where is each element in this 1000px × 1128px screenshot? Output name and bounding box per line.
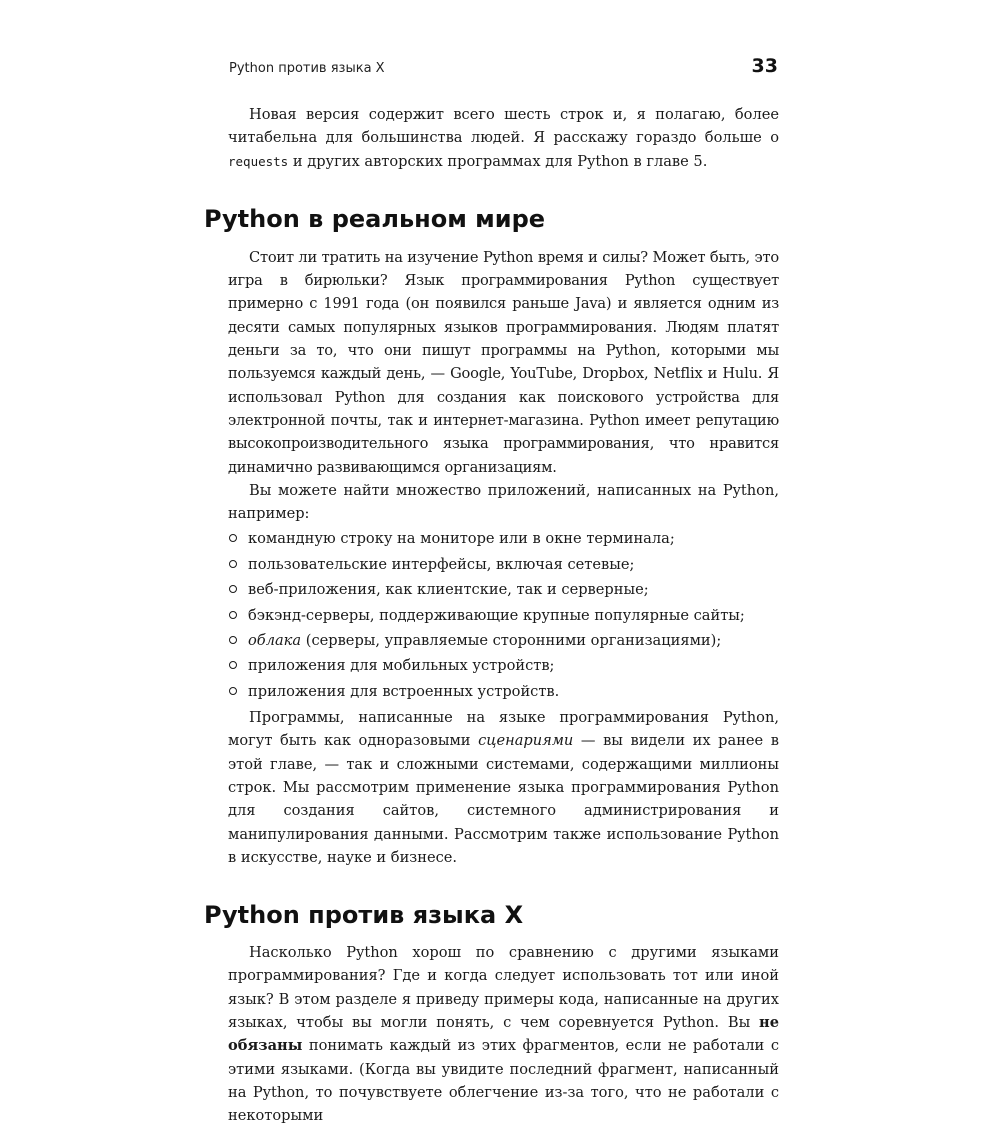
hollow-bullet-icon: [229, 661, 237, 669]
section2-paragraph-1: Насколько Python хорош по сравнению с другими языками программирования? Где и когда следует использовать тот или иной язык? В этом разделе я приведу примеры кода, написанные на других языках, чтобы вы могли понять, с чем соревнуется Python. Вы не обязаны понимать каждый из этих фрагментов, если не работали с этими языками. (Когда вы увидите последний фрагмент, написанный на Python, то почувствуете облегчение из-за того, что не работали с некоторыми: [228, 944, 779, 1125]
bold-not-required: не обязаны: [228, 1014, 779, 1055]
section-heading-real-world: Python в реальном мире: [204, 204, 546, 233]
hollow-bullet-icon: [229, 585, 237, 593]
list-item: пользовательские интерфейсы, включая сетевые;: [228, 553, 779, 576]
emphasis-scripts: сценариями: [478, 732, 574, 750]
list-item: приложения для мобильных устройств;: [228, 654, 779, 677]
hollow-bullet-icon: [229, 636, 237, 644]
hollow-bullet-icon: [229, 560, 237, 568]
inline-code-requests: requests: [228, 153, 289, 169]
list-item: бэкэнд-серверы, поддерживающие крупные популярные сайты;: [228, 604, 779, 627]
section-heading-python-vs-x: Python против языка X: [204, 901, 524, 930]
running-header-title: Python против языка X: [229, 61, 385, 76]
intro-paragraph: Новая версия содержит всего шесть строк и, я полагаю, более читабельна для большинства людей. Я расскажу гораздо больше о requests и других авторских программах для Python в главе 5.: [228, 106, 779, 170]
hollow-bullet-icon: [229, 611, 237, 619]
list-item: облака (серверы, управляемые сторонними организациями);: [228, 629, 779, 652]
hollow-bullet-icon: [229, 687, 237, 695]
hollow-bullet-icon: [229, 534, 237, 542]
page-body: [204, 103, 779, 1128]
applications-list: [228, 527, 779, 703]
list-item: приложения для встроенных устройств.: [228, 680, 779, 703]
section1-paragraph-3: Программы, написанные на языке программирования Python, могут быть как одноразовыми сценариями — вы видели их ранее в этой главе, — так и сложными системами, содержащими миллионы строк. Мы рассмотрим применение языка программирования Python для создания сайтов, системного администрирования и манипулирования данными. Рассмотрим также использование Python в искусстве, науке и бизнесе.: [228, 709, 779, 866]
list-item: веб-приложения, как клиентские, так и серверные;: [228, 578, 779, 601]
section1-paragraph-2: Вы можете найти множество приложений, написанных на Python, например:: [228, 481, 779, 523]
section1-paragraph-1: Стоит ли тратить на изучение Python время и силы? Может быть, это игра в бирюльки? Язык программирования Python существует примерно с 1991 года (он появился раньше Java) и является одним из десяти самых популярных языков программирования. Людям платят деньги за то, что они пишут программы на Python, которыми мы пользуемся каждый день, — Google, YouTube, Dropbox, Netflix и Hulu. Я использовал Python для создания как поискового устройства для электронной почты, так и интернет-магазина. Python имеет репутацию высокопроизводительного языка программирования, что нравится динамично развивающимся организациям.: [228, 248, 779, 476]
list-item: командную строку на мониторе или в окне терминала;: [228, 527, 779, 550]
page-number: 33: [751, 55, 778, 77]
